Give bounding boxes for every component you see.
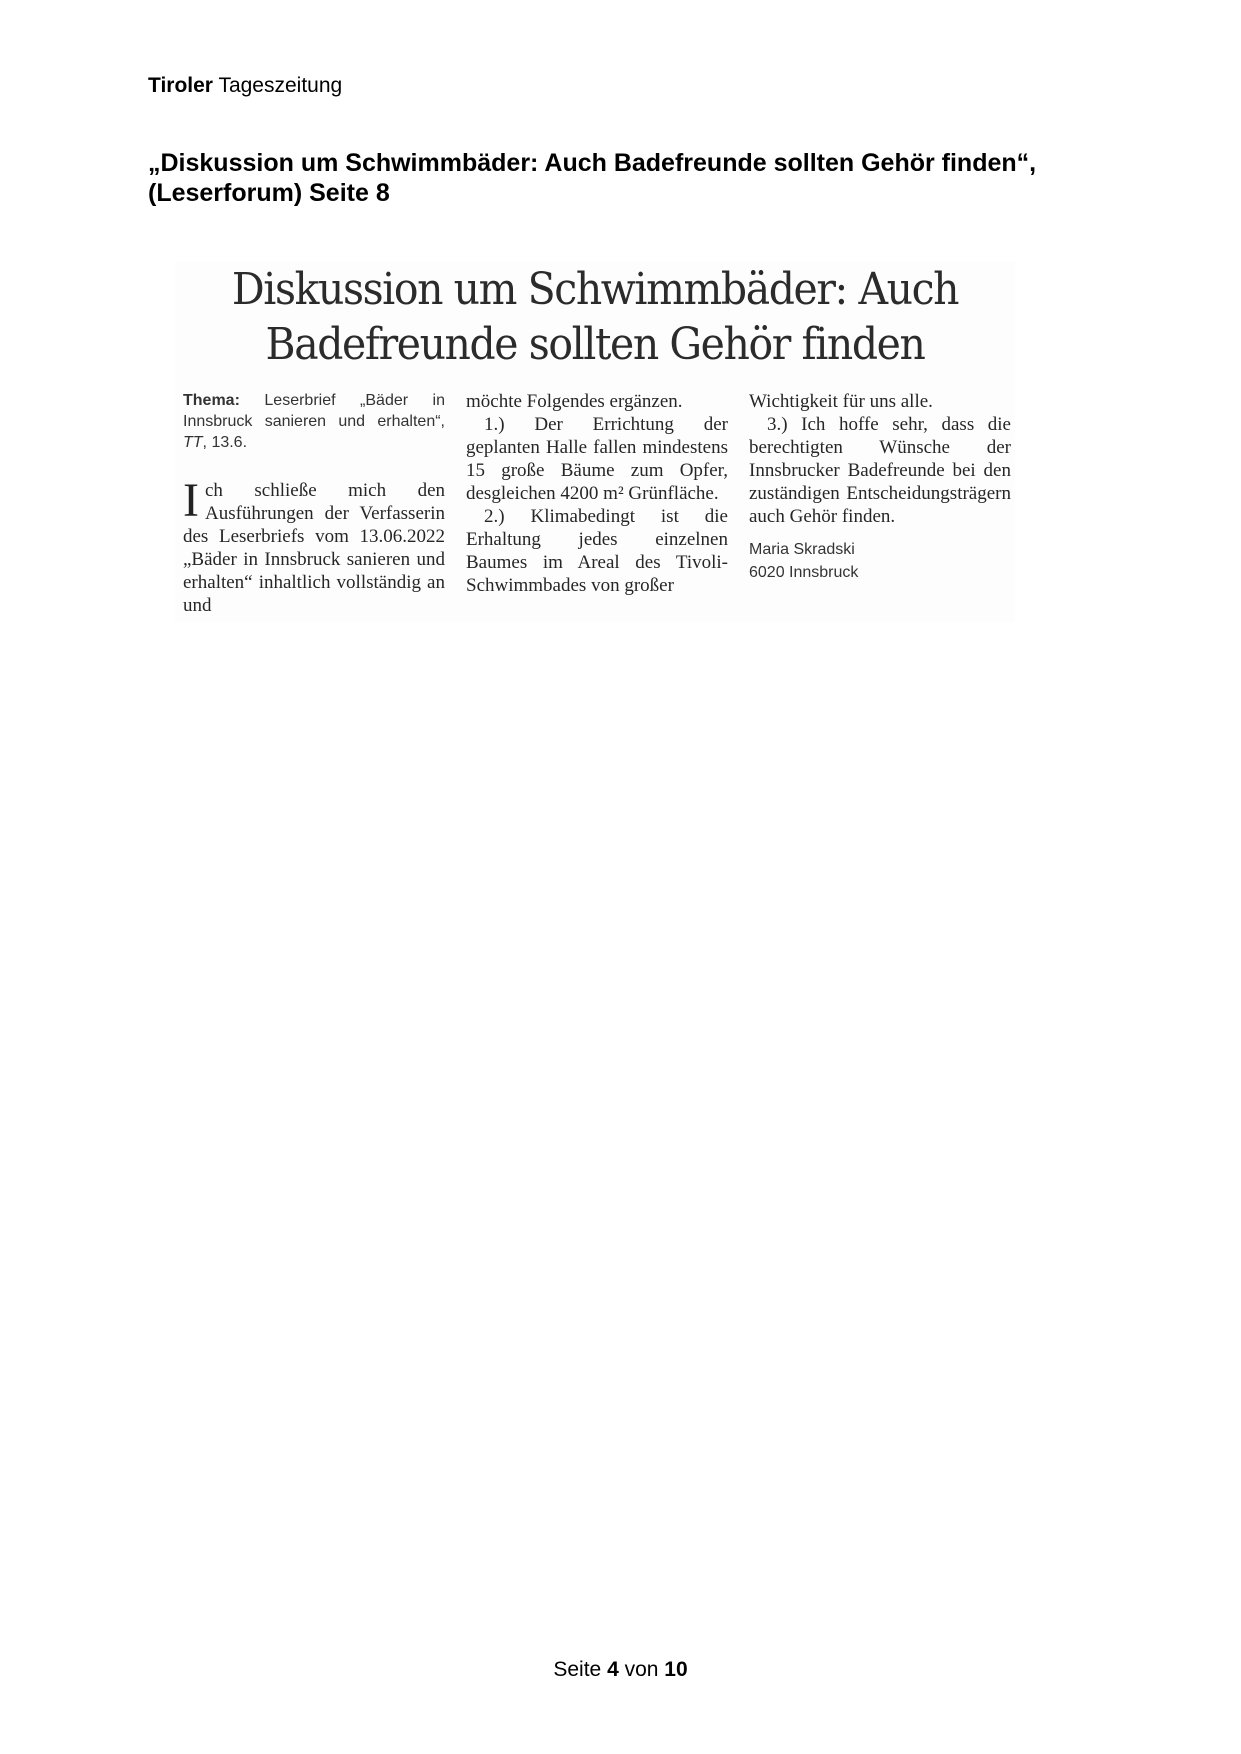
article-column-1 xyxy=(183,390,445,617)
article-column-3 xyxy=(749,390,1011,584)
clipping-headline-line1: Diskussion um Schwimmbäder: Auch xyxy=(231,264,959,315)
article-column-2 xyxy=(466,390,728,597)
publication-name-rest: Tageszeitung xyxy=(218,74,343,97)
newspaper-clipping xyxy=(175,262,1015,622)
clipping-headline xyxy=(204,262,985,372)
document-title: „Diskussion um Schwimmbäder: Auch Badefreunde sollten Gehör finden“, (Leserforum) Seite 8 xyxy=(148,149,1037,207)
page-footer xyxy=(0,1658,1241,1682)
dropcap-letter: I xyxy=(183,474,199,527)
footer-middle: von xyxy=(624,1658,659,1681)
clipping-headline-line2: Badefreunde sollten Gehör finden xyxy=(265,319,925,370)
article-paragraph-4: 3.) Ich hoffe sehr, dass die berechtigten Wünsche der Innsbrucker Badefreunde bei den zuständigen Entscheidungsträgern auch Gehör finden. xyxy=(749,414,1011,527)
article-paragraph-2: 1.) Der Errichtung der geplanten Halle fallen mindestens 15 große Bäume zum Opfer, desgleichen 4200 m² Grünfläche. xyxy=(466,414,728,504)
article-paragraph-1 xyxy=(183,474,445,617)
article-columns xyxy=(183,390,1013,620)
thema-line xyxy=(183,390,445,453)
article-paragraph-1-continued: möchte Folgendes ergänzen. xyxy=(466,391,683,412)
footer-page-number: 4 xyxy=(607,1658,619,1681)
author-name: Maria Skradski xyxy=(749,541,855,558)
article-paragraph-3: 2.) Klimabedingt ist die Erhaltung jedes einzelnen Baumes im Areal des Tivoli-Schwimmbades von großer xyxy=(466,506,728,596)
footer-total-pages: 10 xyxy=(664,1658,688,1681)
thema-source: TT xyxy=(183,434,203,451)
author-city: 6020 Innsbruck xyxy=(749,564,859,581)
article-paragraph-1-text: ch schließe mich den Ausführungen der Verfasserin des Leserbriefs vom 13.06.2022 „Bäder in Innsbruck sanieren und erhalten“ inhaltlich vollständig an und xyxy=(183,480,445,616)
article-paragraph-3-continued: Wichtigkeit für uns alle. xyxy=(749,391,933,412)
publication-header xyxy=(148,74,342,98)
thema-text-2: , 13.6. xyxy=(202,434,248,451)
footer-prefix: Seite xyxy=(553,1658,602,1681)
publication-name-bold: Tiroler xyxy=(148,74,213,97)
thema-text-1: Leserbrief „Bäder in Innsbruck sanieren und erhalten“, xyxy=(183,392,446,430)
thema-label: Thema: xyxy=(183,392,240,409)
author-signature xyxy=(749,538,1011,584)
